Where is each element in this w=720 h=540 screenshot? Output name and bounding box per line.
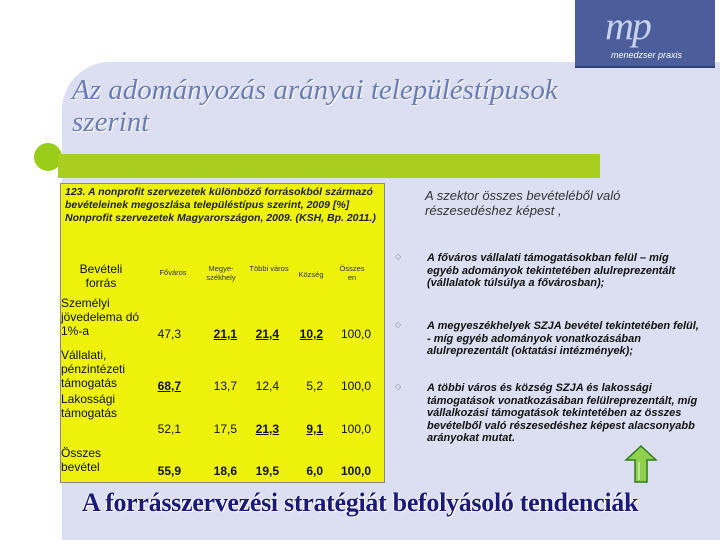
slide-title: Az adományozás arányai településtípusok szerint (72, 74, 558, 138)
table-cell: 17,5 (213, 422, 237, 436)
bullet-icon: ◇ (395, 252, 402, 261)
right-heading: A szektor összes bevételéből való részesedéshez képest , (425, 188, 621, 218)
table-cell: 5,2 (306, 379, 323, 393)
table-row-label: Lakossági támogatás (61, 392, 118, 420)
logo-text: menedzser praxis (611, 50, 683, 60)
bottom-title: A forrásszervezési stratégiát befolyásoló tendenciák (81, 488, 639, 517)
bullet-icon: ◇ (395, 320, 402, 329)
table-cell: 6,0 (306, 464, 323, 478)
column-header: Község (298, 270, 324, 279)
table-cell: 21,1 (213, 327, 237, 341)
bullet-text: A többi város és község SZJA és lakossági támogatások vonatkozásában felülreprezentált, míg vállalkozási támogatások tekintetében az összes bevételből való részesedéshez képest alacsonyabb arányokat mutat. (427, 382, 698, 444)
table-cell: 18,6 (213, 464, 237, 478)
table-cell: 9,1 (306, 422, 323, 436)
table-cell: 21,4 (255, 327, 279, 341)
column-header: Megye-székhely (206, 264, 236, 282)
table-row-label: Vállalati, pénzintézeti támogatás (61, 348, 126, 390)
table-cell: 13,7 (213, 379, 237, 393)
table-caption: 123. A nonprofit szervezetek különböző forrásokból származó bevételeinek megoszlása településtípus szerint, 2009 [%] Nonprofit szervezetek Magyarországon, 2009. (KSH, Bp. 2011.) (65, 186, 376, 224)
table-cell: 52,1 (157, 422, 181, 436)
table-row-header: Bevételi forrás (79, 262, 123, 290)
table-cell: 47,3 (157, 327, 181, 341)
table-cell: 10,2 (299, 327, 323, 341)
column-header: Összes en (339, 264, 365, 282)
table-cell: 100,0 (340, 464, 371, 478)
column-header: Többi város (249, 264, 289, 273)
table-cell: 100,0 (340, 379, 371, 393)
table-cell: 100,0 (340, 327, 371, 341)
data-table (60, 183, 385, 483)
logo (575, 0, 715, 68)
title-underline-bar (58, 154, 600, 178)
table-row-label: Személyi jövedelema dó 1%-a (61, 296, 140, 338)
up-arrow-icon (624, 444, 658, 484)
table-cell: 100,0 (340, 422, 371, 436)
table-row-label: Összes bevétel (61, 446, 102, 474)
table-cell: 19,5 (255, 464, 279, 478)
bullet-icon: ◇ (395, 382, 402, 391)
table-cell: 68,7 (157, 379, 181, 393)
bullet-text: A megyeszékhelyek SZJA bevétel tekintetében felül, - míg egyéb adományok vonatkozásában alulreprezentált (oktatási intézmények); (427, 320, 699, 357)
logo-mark: mp (605, 3, 650, 48)
table-cell: 12,4 (255, 379, 279, 393)
bullet-text: A főváros vállalati támogatásokban felül – míg egyéb adományok tekintetében alulreprezentált (vállalatok túlsúlya a fővárosban); (427, 252, 676, 289)
table-cell: 21,3 (255, 422, 279, 436)
column-header: Főváros (159, 268, 187, 277)
table-cell: 55,9 (157, 464, 181, 478)
